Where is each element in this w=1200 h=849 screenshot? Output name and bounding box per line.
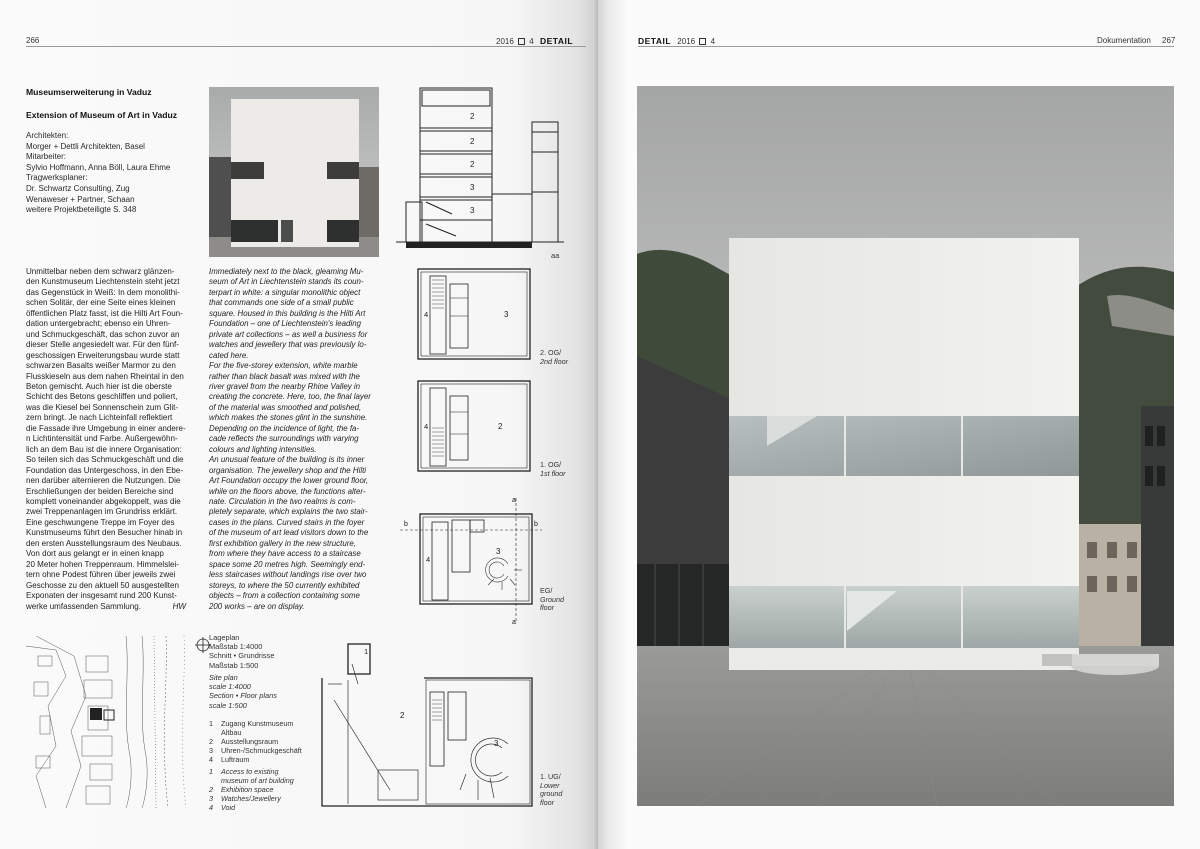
text-line: die Fassade ihre Umgebung in einer andere- [26, 423, 186, 433]
legend-german [209, 719, 321, 764]
text-line: 200 works – are on display. [209, 601, 305, 611]
text-line: watches and jewellery that was previously lo- [209, 340, 367, 350]
text-line: öffentlichen Platz fasst, ist die Hilti Art Foun- [26, 308, 183, 318]
plan-eg-drawing [398, 494, 544, 626]
label-eg [540, 587, 564, 613]
text-line: geschossigen Erweiterungsbau wurde statt [26, 350, 180, 360]
plan-number: 4 [424, 422, 429, 431]
text-line: Flusskieseln aus dem nahen Rheintal in den [26, 371, 184, 381]
plan-number: 3 [494, 739, 499, 748]
text-line: das Gegenstück in Weiß: In dem monolithi- [26, 287, 180, 297]
text-line: Foundation – one of Liechtenstein's leading [209, 319, 361, 329]
text-line: Immediately next to the black, gleaming Mu- [209, 267, 364, 276]
label-1ug [540, 773, 562, 807]
text-line: nate. Circulation in the two realms is com- [209, 496, 356, 506]
text-line: rather than black basalt was mixed with the [209, 371, 360, 381]
text-line: Art Foundation occupy the lower ground floor, [209, 476, 369, 486]
plan-number: 3 [496, 547, 501, 556]
text-line: Geschosse zu den aktuell 50 ausgestellten [26, 580, 179, 590]
text-line: space some 20 metres high. Seemingly end- [209, 559, 366, 569]
square-icon [699, 38, 706, 45]
header-rule [26, 46, 586, 47]
text-line: Depending on the incidence of light, the fa- [209, 423, 360, 433]
issue-number: 4 [710, 37, 716, 46]
issue-info [638, 36, 715, 46]
text-line: dieser Stelle angesiedelt war. Für den fünf- [26, 340, 179, 350]
legend-item: 3 Uhren-/Schmuckgeschäft [209, 746, 302, 755]
plan-number: 2 [498, 422, 503, 431]
body-text-german [26, 267, 208, 612]
text-line: less staircases without landings rise over two [209, 570, 367, 580]
text-line: Unmittelbar neben dem schwarz glänzen- [26, 267, 175, 276]
text-line: that commands one side of a small public [209, 298, 354, 308]
text-line: objects – from a collection containing some [209, 591, 360, 601]
legend-item: 2 Exhibition space [209, 785, 274, 794]
plan-letter: a [512, 619, 516, 626]
legend-item: 4 Void [209, 803, 236, 812]
scales-german [209, 633, 274, 670]
label-en: 2nd floor [540, 356, 568, 366]
text-line: den Kunstmuseum Liechtenstein steht jetzt [26, 277, 180, 287]
author-initials: HW [172, 601, 186, 611]
building-photo-large [637, 86, 1174, 806]
text-line: Foundation das Untergeschoss, in den Ebe- [26, 465, 184, 475]
scales-english [209, 673, 277, 710]
text-line: cases in the plans. Curved stairs in the foyer [209, 517, 365, 527]
label-en: ground [540, 789, 563, 799]
scale-line: Schnitt • Grundrisse [209, 651, 275, 661]
text-line: of the museum of art lead visitors down to the [209, 528, 369, 538]
text-line: which makes the stones glint in the sunshine. [209, 413, 368, 423]
text-line: komplett voneinander abgekoppelt, was die [26, 496, 181, 506]
text-line: zwei Treppenanlagen im Grundriss erklärt. [26, 507, 178, 517]
issue-year: 2016 [496, 37, 514, 46]
issue-number: 4 [529, 37, 534, 46]
legend-item: 3 Watches/Jewellery [209, 794, 281, 803]
text-line: storeys, to where the 50 currently exhibited [209, 580, 360, 590]
legend-english [209, 767, 321, 812]
text-line-last: werke umfassenden Sammlung. [26, 601, 141, 611]
page-number: 267 [1162, 36, 1176, 45]
plan-1ug-drawing [318, 640, 536, 810]
label-1og [540, 461, 566, 478]
text-line: first exhibition gallery in the new structure, [209, 538, 356, 548]
text-line: tern ohne Podest führen über jeweils zwei [26, 570, 176, 580]
credit-line: Tragwerksplaner: [26, 173, 88, 183]
text-line: seum of Art in Liechtenstein stands its coun- [209, 277, 364, 287]
text-line: und Schmuckgeschäft, das schon zuvor an [26, 329, 180, 339]
section-number: 2 [470, 160, 475, 169]
text-line: from where they have access to a staircase [209, 549, 361, 559]
scale-line: Site plan [209, 673, 238, 682]
text-line: So teilen sich das Schmuckgeschäft und die [26, 455, 184, 465]
scale-line: Section • Floor plans [209, 691, 277, 701]
text-line: cated here. [209, 350, 249, 360]
brand-logo: DETAIL [638, 36, 672, 46]
scale-line: Maßstab 1:500 [209, 660, 259, 670]
section-number: 3 [470, 206, 475, 215]
plan-letter: b [534, 521, 538, 528]
plan-1og-drawing [414, 378, 534, 474]
text-line: of the material was smoothed and polished, [209, 402, 362, 412]
section-number: 2 [470, 112, 475, 121]
text-line: river gravel from the nearby Rhine Valley in [209, 381, 361, 391]
text-line: cade reflects the surroundings with varying [209, 434, 359, 444]
text-line: 20 Meter hohen Treppenraum. Himmelslei- [26, 559, 179, 569]
scale-line: scale 1:500 [209, 700, 247, 710]
section-label: aa [551, 251, 560, 260]
header-rule [638, 46, 1174, 47]
legend-item: museum of art building [221, 776, 294, 785]
text-line: colours and lighting intensities. [209, 444, 317, 454]
text-line: Von dort aus gelangt er in einen knapp [26, 549, 164, 559]
text-line: zern bringt. Je nach Lichteinfall reflektiert [26, 413, 173, 423]
text-line: creating the concrete. Here, too, the final layer [209, 392, 371, 402]
text-line: lich an dem Bau ist die innere Organisation: [26, 444, 182, 454]
text-line: terpart in white: a singular monolithic object [209, 287, 361, 297]
issue-info [496, 36, 573, 46]
legend-item: 1 Zugang Kunstmuseum [209, 719, 294, 728]
credit-line: Wenaweser + Partner, Schaan [26, 194, 135, 204]
plan-number: 2 [400, 711, 405, 720]
text-line [26, 602, 208, 612]
square-icon [518, 38, 525, 45]
scale-line: Maßstab 1:4000 [209, 642, 263, 652]
credit-line: Dr. Schwartz Consulting, Zug [26, 183, 130, 193]
credits [26, 131, 204, 216]
text-line: nen darüber alternieren die Nutzungen. Die [26, 476, 181, 486]
issue-year: 2016 [677, 37, 696, 46]
photo-large-drawing [637, 86, 1174, 806]
text-line: Exponaten der insgesamt rund 200 Kunst- [26, 591, 177, 601]
brand-logo: DETAIL [539, 36, 574, 46]
text-line: square. Housed in this building is the Hilti Art [209, 308, 366, 318]
page-number: 266 [26, 36, 40, 45]
text-line: Schicht des Betons geschliffen und poliert, [26, 392, 178, 402]
text-line: Kunstmuseums führt den Besucher hinab in [26, 528, 183, 538]
text-line: schwarzen Basalts weißer Marmor zu den [26, 361, 176, 371]
text-line: Erschließungen der beiden Bereiche sind [26, 486, 174, 496]
left-page [0, 0, 596, 849]
legend-item: 4 Luftraum [209, 755, 250, 764]
text-line: den ersten Ausstellungsraum des Neubaus. [26, 538, 182, 548]
building-photo-small [209, 87, 379, 257]
credit-line: Mitarbeiter: [26, 152, 67, 162]
plan-letter: a [512, 497, 516, 504]
label-en: floor [540, 797, 554, 807]
text-line: while on the floors above, the functions alter- [209, 486, 366, 496]
section-number: 2 [470, 137, 475, 146]
label-de: 1. UG/ [540, 772, 561, 781]
legend-item: 2 Ausstellungsraum [209, 737, 279, 746]
title-english: Extension of Museum of Art in Vaduz [26, 110, 178, 120]
text-line: pletely separate, which explains the two stair- [209, 507, 368, 517]
plan-2og-drawing [414, 266, 534, 362]
label-de: 1. OG/ [540, 460, 562, 469]
text-line: dation untergebracht; ebenso ein Uhren- [26, 319, 171, 329]
plan-number: 1 [364, 647, 369, 656]
label-en: floor [540, 603, 554, 613]
plan-number: 4 [426, 555, 431, 564]
scale-line: scale 1:4000 [209, 682, 251, 692]
photo-small-drawing [209, 87, 379, 257]
label-2og [540, 349, 568, 366]
section-aa-drawing [396, 82, 564, 264]
text-line: schen Solitär, der eine Seite eines kleinen [26, 298, 176, 308]
label-de: 2. OG/ [540, 348, 562, 357]
credit-line: Architekten: [26, 131, 69, 140]
right-page [598, 0, 1200, 849]
label-de: EG/ [540, 586, 553, 595]
section-number: 3 [470, 183, 475, 192]
text-line: private art collections – as well a business for [209, 329, 368, 339]
text-line: Beton gemischt. Auch hier ist die oberste [26, 381, 172, 391]
label-en: 1st floor [540, 468, 566, 478]
plan-number: 3 [504, 310, 509, 319]
text-line: Eine geschwungene Treppe im Foyer des [26, 517, 175, 527]
text-line: An unusual feature of the building is its inner [209, 455, 365, 465]
text-line: was die Kiesel bei Sonnenschein zum Glit- [26, 402, 179, 412]
legend-item: Altbau [221, 728, 242, 737]
plan-number: 4 [424, 310, 429, 319]
text-line: For the five-storey extension, white marble [209, 361, 358, 371]
label-en: Lower [540, 780, 560, 790]
credit-line: weitere Projektbeteiligte S. 348 [26, 205, 137, 215]
body-text-english [209, 267, 395, 612]
text-line: organisation. The jewellery shop and the Hilti [209, 465, 367, 475]
title-german: Museumserweiterung in Vaduz [26, 87, 152, 97]
site-plan-drawing [26, 636, 206, 808]
credit-line: Morger + Dettli Architekten, Basel [26, 141, 145, 151]
label-en: Ground [540, 594, 564, 604]
credit-line: Sylvio Hoffmann, Anna Böll, Laura Ehme [26, 162, 171, 172]
plan-letter: b [404, 521, 408, 528]
legend-item: 1 Access to existing [209, 767, 279, 776]
section-name: Dokumentation [1097, 36, 1151, 45]
text-line: n Lichtintensität und Farbe. Außergewöhn- [26, 434, 178, 444]
scale-line: Lageplan [209, 633, 240, 642]
